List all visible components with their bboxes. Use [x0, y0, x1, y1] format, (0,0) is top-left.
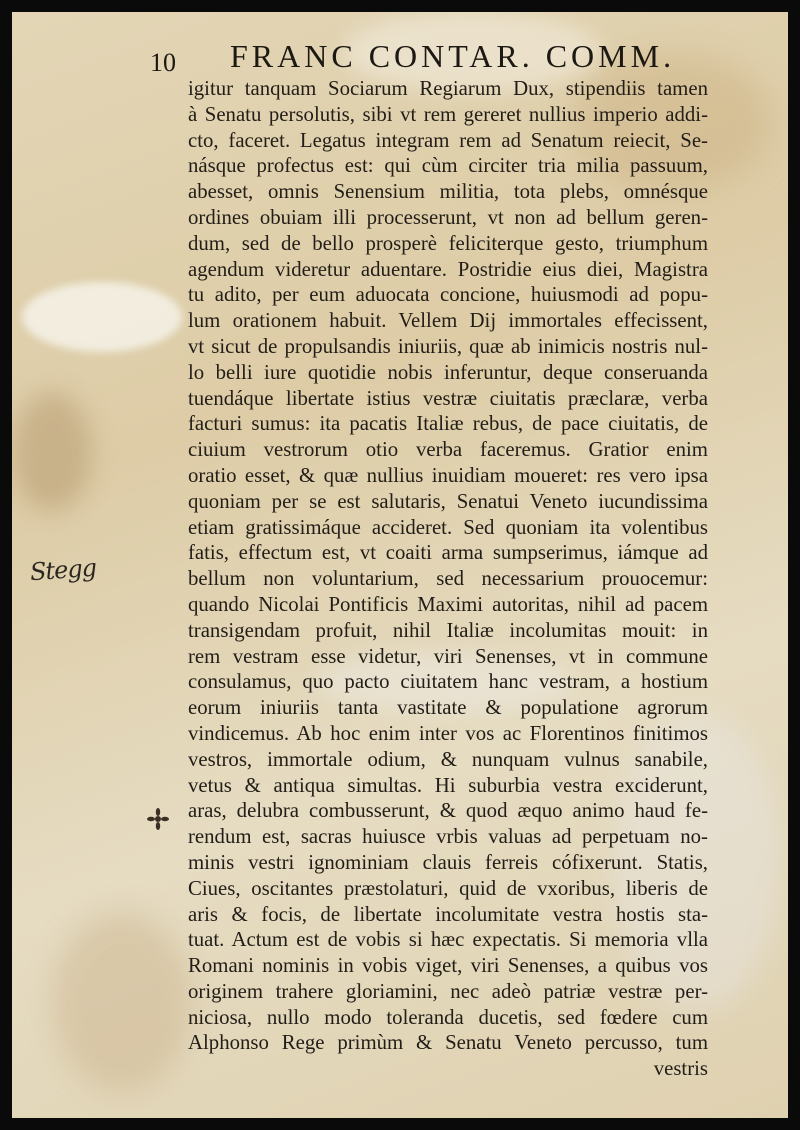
paper-stain — [12, 392, 92, 512]
text-line: vestris — [653, 1057, 708, 1081]
text-line: bellum non voluntarium, sed necessarium prouocemur: — [188, 567, 708, 591]
text-line: quoniam per se est salutaris, Senatui Veneto iucundissima — [188, 489, 708, 513]
text-line: aras, delubra combusserunt, & quod æquo animo haud fe- — [188, 799, 708, 823]
text-line: vt sicut de propulsandis iniuriis, quæ ab inimicis nostris nul- — [188, 334, 708, 358]
text-line: etiam gratissimáque accideret. Sed quoniam ita volentibus — [188, 515, 708, 539]
text-line: vindicemus. Ab hoc enim inter vos ac Florentinos finitimos — [188, 721, 708, 745]
text-line: ordines obuiam illi processerunt, vt non ad bellum geren- — [188, 205, 708, 229]
text-line: Ciues, oscitantes præstolaturi, quid de vxoribus, liberis de — [188, 876, 708, 900]
text-line: ciuium vestrorum otio verba faceremus. Gratior enim — [188, 438, 708, 462]
margin-scribble: Stegg — [29, 553, 97, 587]
text-line: niciosa, nullo modo toleranda ducetis, sed fœdere cum — [188, 1005, 708, 1029]
text-line: agendum videretur aduentare. Postridie eius diei, Magistra — [188, 257, 708, 281]
page-number: 10 — [150, 48, 176, 77]
text-line: facturi sumus: ita pacatis Italiæ rebus, de pace ciuitatis, de — [188, 412, 708, 436]
text-line: Romani nominis in vobis viget, viri Senenses, a quibus vos — [188, 954, 708, 978]
text-line: rem vestram esse videtur, viri Senenses, vt in commune — [188, 644, 708, 668]
text-line: lum orationem habuit. Vellem Dij immortales effecissent, — [188, 309, 708, 333]
text-line: quando Nicolai Pontificis Maximi autoritas, nihil ad pacem — [188, 592, 708, 616]
text-line: tu adito, per eum aduocata concione, huiusmodi ad popu- — [188, 283, 708, 307]
text-line: tuat. Actum est de vobis si hæc expectatis. Si memoria vlla — [188, 928, 708, 952]
text-line: minis vestri ignominiam clauis ferreis cófixerunt. Statis, — [188, 850, 708, 874]
paper-stain — [52, 912, 192, 1092]
body-text — [188, 76, 708, 1082]
text-line: originem trahere gloriamini, nec adeò patriæ vestræ per- — [188, 979, 708, 1003]
text-line: aris & focis, de libertate incolumitate vestra hostis sta- — [188, 902, 708, 926]
text-line: à Senatu persolutis, sibi vt rem gereret nullius imperio addi- — [188, 102, 708, 126]
text-line: rendum est, sacras huiusce vrbis valuas ad perpetuam no- — [188, 825, 708, 849]
text-line: dum, sed de bello prosperè feliciterque gesto, triumphum — [188, 231, 708, 255]
flower-ornament-icon — [145, 806, 171, 832]
text-line: cto, faceret. Legatus integram rem ad Senatum reiecit, Se- — [188, 128, 708, 152]
text-line: Alphonso Rege primùm & Senatu Veneto percusso, tum — [188, 1031, 708, 1055]
text-line: fatis, effectum est, vt coaiti arma sumpserimus, iámque ad — [188, 541, 708, 565]
text-line: tuendáque libertate istius vestræ ciuitatis præclaræ, verba — [188, 386, 708, 410]
text-line: vetus & antiqua simultas. Hi suburbia vestra exciderunt, — [188, 773, 708, 797]
text-line: transigendam profuit, nihil Italiæ incolumitas mouit: in — [188, 618, 708, 642]
text-line: consulamus, quo pacto ciuitatem hanc vestram, a hostium — [188, 670, 708, 694]
text-line: abesset, omnis Senensium militia, tota plebs, omnésque — [188, 180, 708, 204]
text-line: násque profectus est: qui cùm circiter tria milia passuum, — [188, 154, 708, 178]
page-header — [150, 38, 770, 78]
paper-stain — [22, 282, 182, 352]
text-line: eorum iniuriis tanta vastitate & populatione agrorum — [188, 696, 708, 720]
text-line: igitur tanquam Sociarum Regiarum Dux, stipendiis tamen — [188, 77, 708, 100]
text-line: vestros, immortale odium, & nunquam vulnus sanabile, — [188, 747, 708, 771]
text-line: lo belli iure quotidie nobis inferuntur, deque conseruanda — [188, 360, 708, 384]
running-head: FRANC CONTAR. COMM. — [230, 38, 676, 74]
text-line: oratio esset, & quæ nullius inuidiam moueret: res vero ipsa — [188, 463, 708, 487]
